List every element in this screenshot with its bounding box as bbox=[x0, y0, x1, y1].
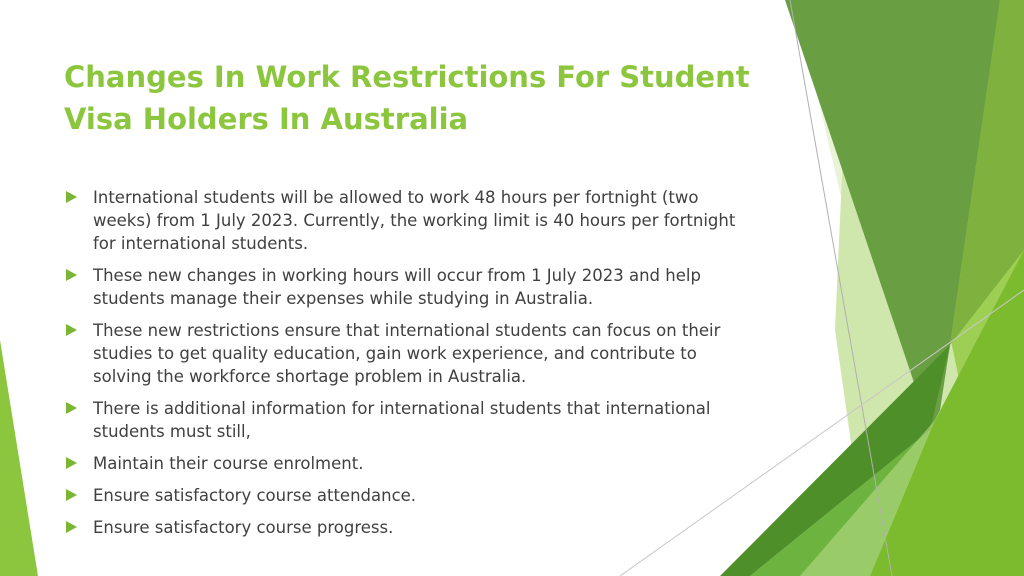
bullet-text: These new restrictions ensure that international students can focus on their studies to get quality education, gain work experience, and contribute to solving the workforce shortage problem in Australia. bbox=[93, 321, 721, 386]
bullet-item bbox=[64, 452, 754, 475]
bullet-arrow-icon bbox=[66, 457, 77, 469]
bullet-text: International students will be allowed to work 48 hours per fortnight (two weeks) from 1 July 2023. Currently, the working limit is 40 hours per fortnight for international students. bbox=[93, 188, 736, 253]
bullet-text: There is additional information for international students that international students must still, bbox=[93, 399, 711, 441]
bullet-list bbox=[64, 186, 754, 548]
bullet-text: These new changes in working hours will occur from 1 July 2023 and help students manage their expenses while studying in Australia. bbox=[93, 266, 701, 308]
bullet-text: Ensure satisfactory course attendance. bbox=[93, 486, 417, 505]
bullet-arrow-icon bbox=[66, 191, 77, 203]
bullet-arrow-icon bbox=[66, 489, 77, 501]
bullet-text: Ensure satisfactory course progress. bbox=[93, 518, 394, 537]
slide-title: Changes In Work Restrictions For Student Visa Holders In Australia bbox=[64, 60, 750, 136]
bullet-arrow-icon bbox=[66, 402, 77, 414]
bullet-text: Maintain their course enrolment. bbox=[93, 454, 364, 473]
bullet-arrow-icon bbox=[66, 324, 77, 336]
bullet-item bbox=[64, 397, 754, 443]
bullet-item bbox=[64, 264, 754, 310]
bullet-arrow-icon bbox=[66, 269, 77, 281]
bullet-arrow-icon bbox=[66, 521, 77, 533]
left-edge-shape bbox=[0, 340, 38, 576]
bullet-item bbox=[64, 516, 754, 539]
bullet-item bbox=[64, 319, 754, 388]
bullet-item bbox=[64, 484, 754, 507]
bullet-item bbox=[64, 186, 754, 255]
